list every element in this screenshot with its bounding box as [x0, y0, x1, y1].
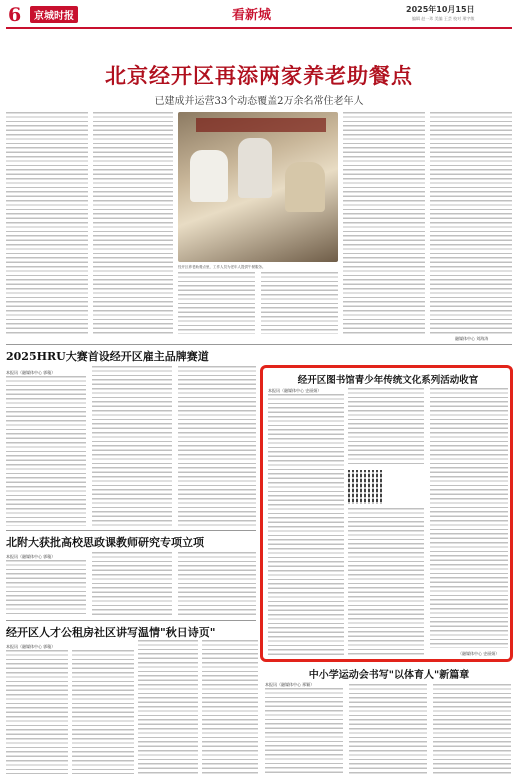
article-headline: 北附大获批高校思政课教师研究专项立项	[6, 536, 204, 549]
article-byline: 本报讯（融媒体中心 邢颖）	[265, 682, 315, 687]
highlighted-article-headline: 经开区图书馆青少年传统文化系列活动收官	[297, 375, 479, 386]
header-divider	[6, 27, 512, 29]
newspaper-logo: 京城时报	[30, 6, 78, 23]
photo-person	[238, 138, 272, 198]
issue-date: 2025年10月15日	[406, 5, 475, 14]
article-text	[348, 508, 424, 656]
article-text	[178, 552, 256, 616]
article-text	[178, 366, 256, 526]
article-headline: 中小学运动会书写"以体育人"新篇章	[308, 670, 470, 681]
qr-code-pattern	[348, 470, 382, 504]
photo-person	[190, 150, 228, 202]
article-text	[6, 560, 86, 616]
section-divider	[6, 620, 256, 621]
lead-text-under-photo	[261, 272, 338, 334]
section-title: 看新城	[232, 8, 272, 23]
section-divider	[6, 344, 512, 345]
article-text	[348, 388, 424, 466]
article-text	[138, 640, 198, 774]
lead-subhead: 已建成并运营33个动态覆盖2万余名常住老年人	[154, 96, 364, 107]
lead-text-col2	[93, 112, 173, 334]
article-text	[6, 650, 68, 774]
editor-credits: 编辑 赵一玮 美编 王芸 校对 邢宇敏	[412, 16, 475, 21]
article-text	[6, 376, 86, 526]
article-text	[92, 366, 172, 526]
article-text	[268, 394, 344, 656]
article-text	[202, 640, 258, 774]
article-text	[430, 388, 508, 648]
lead-text-col3	[343, 112, 425, 334]
lead-text-under-photo	[178, 272, 255, 334]
article-text	[92, 552, 172, 616]
article-text	[349, 684, 427, 774]
article-text	[265, 688, 343, 774]
article-text	[433, 684, 511, 774]
photo-person	[285, 162, 325, 212]
lead-text-col4	[430, 112, 512, 334]
lead-byline: 融媒体中心 刘海涛	[455, 336, 489, 341]
article-byline: 本报讯（融媒体中心 郭璇）	[6, 370, 56, 375]
photo-banner	[196, 118, 326, 132]
lead-text-col1	[6, 112, 88, 334]
article-headline: 经开区人才公租房社区讲写温情"秋日诗页"	[6, 626, 216, 639]
article-byline: 本报讯（融媒体中心 郭璇）	[6, 644, 56, 649]
highlighted-article-byline: 本报讯（融媒体中心 史丽娟）	[268, 388, 322, 393]
page-number: 6	[8, 4, 22, 26]
article-headline: 2025HRU大赛首设经开区雇主品牌赛道	[6, 350, 209, 363]
photo-caption: 经开区养老助餐点里，工作人员为老年人提供午餐服务。	[178, 265, 266, 269]
article-text	[72, 650, 134, 774]
article-byline: 本报讯（融媒体中心 郭璇）	[6, 554, 56, 559]
section-divider	[6, 530, 256, 531]
highlighted-article-byline-end: （融媒体中心 史丽娟）	[458, 651, 500, 656]
lead-headline: 北京经开区再添两家养老助餐点	[105, 63, 413, 88]
